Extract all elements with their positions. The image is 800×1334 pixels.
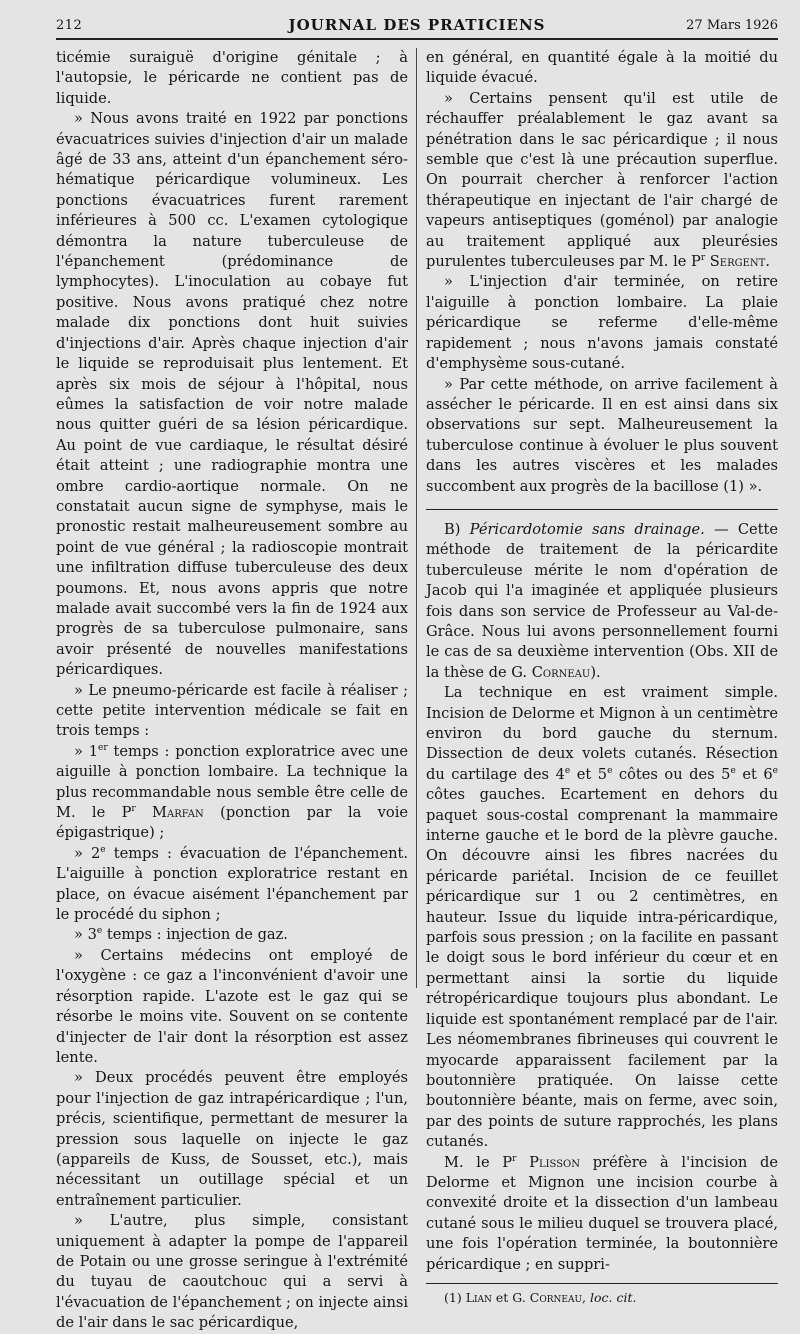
- paragraph: » Certains pensent qu'il est utile de réchauffer préalablement le gaz avant sa pénétration dans le sac péricardique ; il nous semble que c'est là une précaution superflue. On pourrait chercher à renforcer l'action thérapeutique en injectant de l'air chargé de vapeurs antiseptiques (goménol) par analogie au traitement appliqué aux pleurésies purulentes tuberculeuses par M. le $P^r$ Sergent.: [426, 89, 778, 271]
- column-divider: [416, 48, 417, 988]
- paragraph: » Nous avons traité en 1922 par ponctions évacuatrices suivies d'injection d'air un malade âgé de 33 ans, atteint d'un épanchement séro-hématique péricardique volumineux. Les ponctions évacuatrices furent rarement inférieures à 500 cc. L'examen cytologique démontra la nature tuberculeuse de l'épanchement (prédominance de lymphocytes). L'inoculation au cobaye fut positive. Nous avons pratiqué chez notre malade dix ponctions dont huit suivies d'injections d'air. Après chaque injection d'air le liquide se reproduisait plus lentement. Et après six mois de séjour à l'hôpital, nous eûmes la satisfaction de voir notre malade nous quitter guéri de sa lésion péricardique. Au point de vue cardiaque, le résultat désiré était atteint ; une radiographie montra une ombre cardio-aortique normale. On ne constatait aucun signe de symphyse, mais le pronostic restait malheureusement sombre au point de vue général ; la radioscopie montrait une infiltration diffuse tuberculeuse des deux poumons. Et, nous avons appris que notre malade avait succombé vers la fin de 1924 aux progrès de sa tuberculose pulmonaire, sans avoir présenté de nouvelles manifestations péricardiques.: [56, 110, 408, 679]
- paragraph: » Certains médecins ont employé de l'oxygène : ce gaz a l'inconvénient d'avoir une résorption rapide. L'azote est le gaz qui se résorbe le moins vite. Souvent on se contente d'injecter de l'air dont la résorption est assez lente.: [56, 946, 408, 1066]
- paragraph: M. le $P^r$ Plisson préfère à l'incision de Delorme et Mignon une incision courbe à convexité droite et la dissection d'un lambeau cutané sous le milieu duquel se trouvera placé, une fois l'opération terminée, la boutonnière péricardique ; en suppri-: [426, 1153, 779, 1273]
- paragraph-step-1: » 1er temps : ponction exploratrice avec une aiguille à ponction lombaire. La technique la plus recommandable nous semble être celle de M. le $P^r$ Marfan (ponction par la voie épigastrique) ;: [56, 742, 408, 842]
- paragraph: » Par cette méthode, on arrive facilement à assécher le péricarde. Il en est ainsi dans six observations sur sept. Malheureusement la tuberculose continue à évoluer le plus souvent dans les autres viscères et les malades succombent aux progrès de la bacillose (1) ».: [426, 375, 778, 495]
- footnote: (1) Lian et G. Corneau, loc. cit.: [444, 1289, 637, 1305]
- paragraph: en général, en quantité égale à la moitié du liquide évacué.: [426, 49, 778, 87]
- footnote-rule: [426, 1283, 778, 1284]
- paragraph-step-3: » 3e temps : injection de gaz.: [74, 926, 288, 944]
- journal-title: JOURNAL DES PRATICIENS: [288, 16, 546, 34]
- paragraph: ticémie suraiguë d'origine génitale ; à l'autopsie, le péricarde ne contient pas de liquide.: [56, 49, 408, 107]
- right-column: [426, 48, 778, 1306]
- page-number: 212: [56, 18, 83, 33]
- paragraph-step-2: » 2e temps : évacuation de l'épanchement. L'aiguille à ponction exploratrice restant en place, on évacue aisément l'épanchement par le procédé du siphon ;: [56, 844, 408, 924]
- paragraph: » L'autre, plus simple, consistant uniquement à adapter la pompe de l'appareil de Potain ou une grosse seringue à l'extrémité du tuyau de caoutchouc qui a servi à l'évacuation de l'épanchement ; on injecte ainsi de l'air dans le sac péricardique,: [56, 1212, 408, 1332]
- paragraph: La technique en est vraiment simple. Incision de Delorme et Mignon à un centimètre environ du bord gauche du sternum. Dissection de deux volets cutanés. Résection du cartilage des 4e et 5e côtes ou des 5e et 6e côtes gauches. Ecartement en dehors du paquet sous-costal comprenant la mammaire interne gauche et le bord de la plèvre gauche. On découvre ainsi les fibres nacrées du péricarde pariétal. Incision de ce feuillet péricardique sur 1 ou 2 centimètres, en hauteur. Issue du liquide intra-péricardique, parfois sous pression ; on la facilite en passant le doigt sous le bord inférieur du cœur et en permettant ainsi la sortie du liquide rétropéricardique toujours plus abondant. Le liquide est spontanément remplacé par de l'air. Les néomembranes fibrineuses qui couvrent le myocarde apparaissent facilement par la boutonnière pratiquée. On laisse cette boutonnière béante, mais on ferme, avec soin, par des points de suture rapprochés, les plans cutanés.: [426, 684, 778, 1151]
- author-name: Plisson: [529, 1153, 581, 1171]
- section-rule: [426, 509, 778, 510]
- paragraph: » Le pneumo-péricarde est facile à réaliser ; cette petite intervention médicale se fait en trois temps :: [56, 681, 408, 740]
- issue-date: 27 Mars 1926: [686, 18, 778, 33]
- paragraph: » L'injection d'air terminée, on retire l'aiguille à ponction lombaire. La plaie péricardique se referme d'elle-même rapidement ; nous n'avons jamais constaté d'emphysème sous-cutané.: [426, 273, 778, 373]
- section-title: Péricardotomie sans drainage.: [469, 520, 705, 538]
- section-heading-paragraph: B) Péricardotomie sans drainage. — Cette méthode de traitement de la péricardite tuberculeuse mérite le nom d'opération de Jacob qui l'a imaginée et appliquée plusieurs fois dans son service de Professeur au Val-de-Grâce. Nous lui avons personnellement fourni le cas de sa deuxième intervention (Obs. XII de la thèse de G. Corneau).: [426, 520, 778, 681]
- page-header: [56, 12, 778, 40]
- author-name: Sergent: [709, 253, 766, 271]
- left-column: [56, 48, 408, 1334]
- author-name: Corneau: [531, 663, 591, 681]
- author-name: Marfan: [152, 804, 204, 822]
- paragraph: » Deux procédés peuvent être employés pour l'injection de gaz intrapéricardique ; l'un, précis, scientifique, permettant de mesurer la pression sous laquelle on injecte le gaz (appareils de Kuss, de Sousset, etc.), mais nécessitant un outillage spécial et un entraînement particulier.: [56, 1069, 408, 1209]
